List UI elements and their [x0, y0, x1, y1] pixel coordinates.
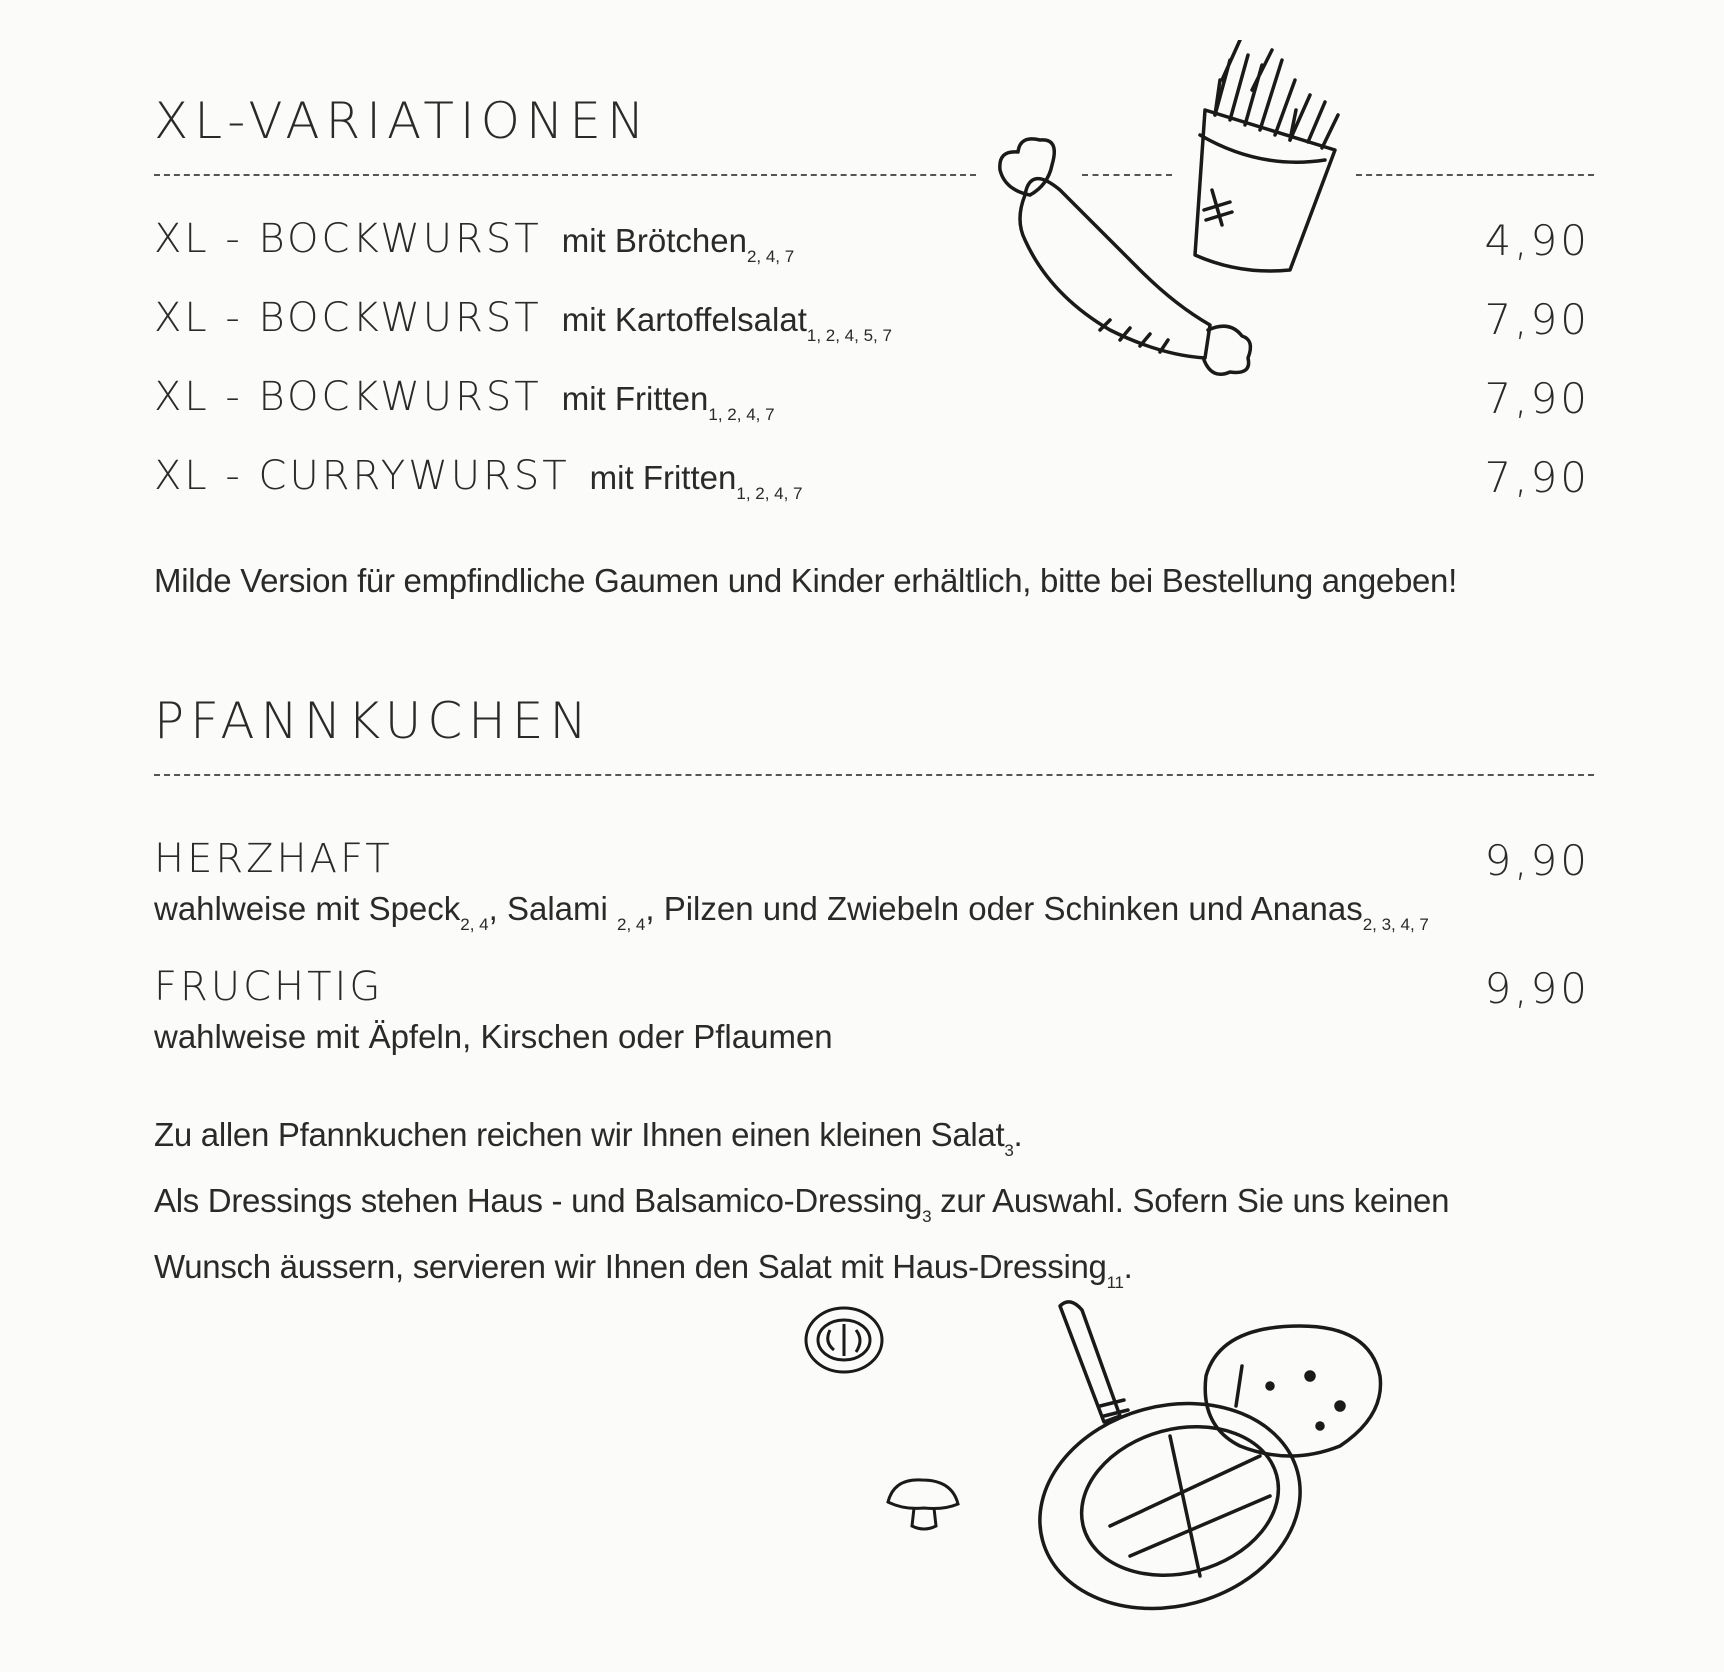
item-price: 4,90	[1484, 216, 1590, 265]
allergen-codes: 2, 3, 4, 7	[1362, 915, 1429, 934]
menu-item	[154, 836, 1590, 946]
item-price: 9,90	[1484, 836, 1590, 885]
divider	[154, 774, 1594, 776]
item-price: 7,90	[1484, 374, 1590, 423]
item-price: 7,90	[1484, 453, 1590, 502]
item-price: 7,90	[1484, 295, 1590, 344]
menu-item	[154, 964, 1590, 1074]
allergen-codes: 2, 4	[617, 915, 646, 934]
allergen-codes: 2, 4, 7	[746, 247, 795, 266]
item-description: mit Fritten$_{1, 2, 4, 7}$	[589, 459, 803, 503]
item-name: XL - CURRYWURST	[154, 453, 570, 499]
item-description: wahlweise mit Speck$_{2, 4}$, Salami $_{2, 4}$, Pilzen und Zwiebeln oder Schinken und Ananas$_{2, 3, 4, 7}$	[154, 890, 1429, 934]
divider	[1356, 174, 1594, 176]
item-name: XL - BOCKWURST	[154, 374, 542, 420]
allergen-codes: 1, 2, 4, 7	[736, 484, 803, 503]
menu-item	[154, 374, 1590, 434]
menu-item	[154, 216, 1590, 276]
salad-note: Zu allen Pfannkuchen reichen wir Ihnen einen kleinen Salat$_3$. Als Dressings stehen Haus - und Balsamico-Dressing$_3$ zur Auswahl. Sofern Sie uns keinen Wunsch äussern, servieren wir Ihnen den Salat mit Haus-Dressing$_{11}$.	[154, 1116, 1450, 1292]
item-description: mit Fritten$_{1, 2, 4, 7}$	[561, 380, 775, 424]
sausage-and-fries-icon	[990, 40, 1370, 380]
pan-and-pancake-icon	[1020, 1296, 1440, 1626]
menu-item	[154, 295, 1590, 355]
item-description: mit Kartoffelsalat$_{1, 2, 4, 5, 7}$	[561, 301, 892, 345]
mild-version-note: Milde Version für empfindliche Gaumen und Kinder erhältlich, bitte bei Bestellung angeben!	[154, 562, 1457, 599]
allergen-codes: 1, 2, 4, 7	[708, 405, 775, 424]
section-title-xl-variationen: XL-VARIATIONEN	[154, 92, 651, 150]
item-description: wahlweise mit Äpfeln, Kirschen oder Pflaumen	[154, 1018, 833, 1055]
allergen-codes: 2, 4	[460, 915, 489, 934]
item-name: HERZHAFT	[154, 836, 393, 882]
menu-item	[154, 453, 1590, 513]
allergen-codes: 1, 2, 4, 5, 7	[806, 326, 892, 345]
divider	[154, 174, 976, 176]
mushroom-icon	[884, 1474, 964, 1534]
item-price: 9,90	[1484, 964, 1590, 1013]
item-name: XL - BOCKWURST	[154, 295, 542, 341]
section-title-pfannkuchen: PFANNKUCHEN	[154, 692, 593, 750]
item-description: mit Brötchen$_{2, 4, 7}$	[561, 222, 795, 266]
item-name: XL - BOCKWURST	[154, 216, 542, 262]
item-name: FRUCHTIG	[154, 964, 384, 1010]
tomato-slice-icon	[800, 1300, 890, 1380]
